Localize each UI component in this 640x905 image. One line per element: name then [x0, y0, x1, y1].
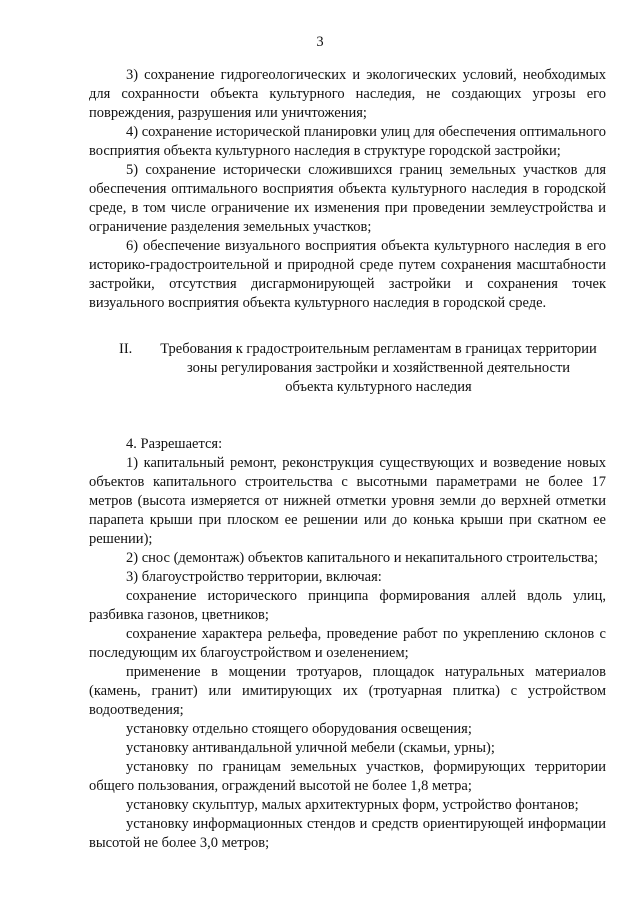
clause-intro: 4. Разрешается:: [126, 436, 223, 452]
section-two: [89, 340, 606, 853]
list-item: 3) сохранение гидрогеологических и экологических условий, необходимых для сохранности объекта культурного наследия, не создающих угрозы его повреждения, разрушения или уничтожения;: [89, 67, 606, 121]
list-item: 2) снос (демонтаж) объектов капитального и некапитального строительства;: [126, 550, 599, 566]
section-title-line: объекта культурного наследия: [285, 379, 472, 395]
list-item: установку информационных стендов и средств ориентирующей информации высотой не более 3,0 метров;: [89, 816, 606, 851]
list-item: установку скульптур, малых архитектурных форм, устройство фонтанов;: [126, 797, 579, 813]
part-one-list: [89, 66, 606, 313]
list-item: 5) сохранение исторически сложившихся границ земельных участков для обеспечения оптимального восприятия объекта культурного наследия в городской среде, в том числе ограничение их изменения при проведении землеустройства и ограничение разделения земельных участков;: [89, 162, 606, 235]
list-item: установку по границам земельных участков, формирующих территории общего пользования, ограждений высотой не более 1,8 метра;: [89, 759, 606, 794]
section-number: II.: [119, 341, 133, 357]
list-item: 4) сохранение исторической планировки улиц для обеспечения оптимального восприятия объекта культурного наследия в структуре городской застройки;: [89, 124, 606, 159]
list-item: установку отдельно стоящего оборудования освещения;: [126, 721, 472, 737]
list-item: 1) капитальный ремонт, реконструкция существующих и возведение новых объектов капитального строительства с высотными параметрами не более 17 метров (высота измеряется от нижней отметки уровня земли до верхней отметки парапета крыши при плоском ее решении или до конька крыши при скатном ее решении);: [89, 455, 606, 547]
list-item: установку антивандальной уличной мебели (скамьи, урны);: [126, 740, 495, 756]
list-item: 3) благоустройство территории, включая:: [126, 569, 382, 585]
section-title-line: Требования к градостроительным регламентам в границах территории: [160, 341, 597, 357]
list-item: сохранение характера рельефа, проведение работ по укреплению склонов с последующим их благоустройством и озеленением;: [89, 626, 606, 661]
list-item: применение в мощении тротуаров, площадок натуральных материалов (камень, гранит) или имитирующих их (тротуарная плитка) с устройством водоотведения;: [89, 664, 606, 718]
section-heading: [89, 340, 606, 397]
list-item: 6) обеспечение визуального восприятия объекта культурного наследия в его историко-градостроительной и природной среде путем сохранения масштабности застройки, отсутствия дисгармонирующей застройки и сохранения точек визуального восприятия объекта культурного наследия в городской среде.: [89, 238, 606, 311]
section-title-line: зоны регулирования застройки и хозяйственной деятельности: [186, 360, 571, 376]
page-number: 3: [316, 34, 324, 50]
list-item: сохранение исторического принципа формирования аллей вдоль улиц, разбивка газонов, цветников;: [89, 588, 606, 623]
